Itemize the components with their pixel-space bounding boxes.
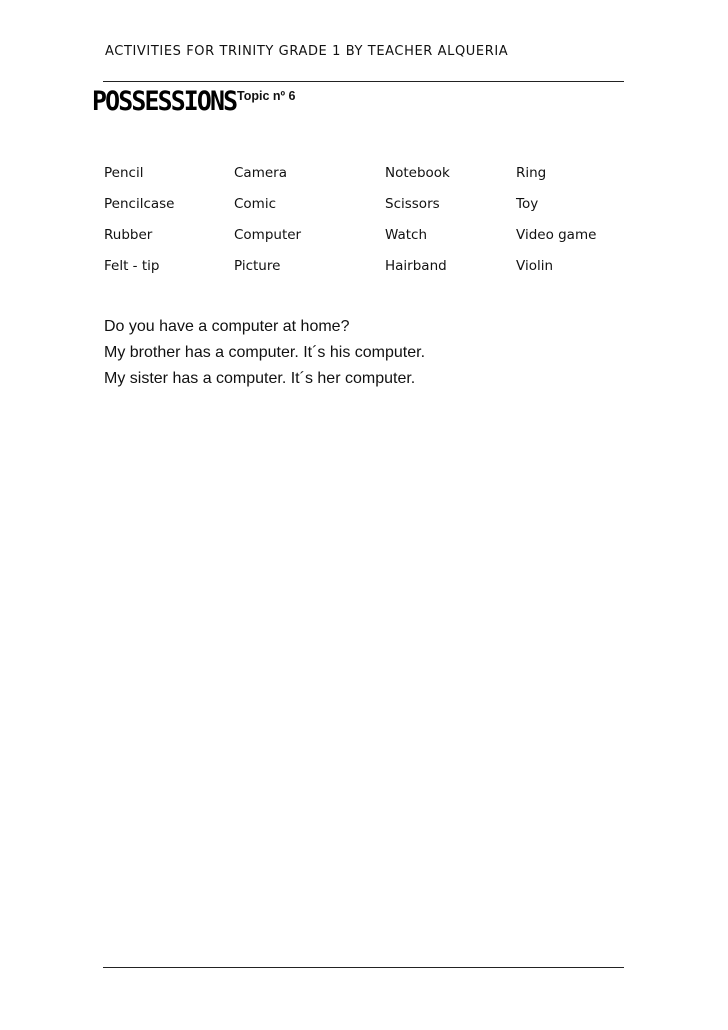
vocabulary-word: Violin xyxy=(516,258,554,274)
vocabulary-word: Ring xyxy=(516,165,547,181)
vocabulary-word: Felt - tip xyxy=(104,258,160,274)
vocabulary-word: Camera xyxy=(234,165,287,181)
header-divider xyxy=(103,81,624,82)
vocabulary-word: Toy xyxy=(516,196,539,212)
vocabulary-word: Hairband xyxy=(385,258,447,274)
page-header: ACTIVITIES FOR TRINITY GRADE 1 BY TEACHER ALQUERIA xyxy=(105,44,509,59)
footer-divider xyxy=(103,967,624,968)
example-sentence: My sister has a computer. It´s her computer. xyxy=(104,370,416,387)
topic-title: POSSESSIONS xyxy=(92,86,237,117)
vocabulary-word: Computer xyxy=(234,227,302,243)
vocabulary-word: Picture xyxy=(234,258,281,274)
vocabulary-word: Video game xyxy=(516,227,597,243)
vocabulary-word: Pencilcase xyxy=(104,196,175,212)
vocabulary-word: Watch xyxy=(385,227,428,243)
topic-number: Topic nº 6 xyxy=(237,89,296,103)
vocabulary-word: Comic xyxy=(234,196,277,212)
vocabulary-word: Rubber xyxy=(104,227,153,243)
vocabulary-word: Pencil xyxy=(104,165,144,181)
example-sentence: Do you have a computer at home? xyxy=(104,318,350,335)
example-sentences xyxy=(104,314,425,392)
vocabulary-word: Scissors xyxy=(385,196,440,212)
vocabulary-word: Notebook xyxy=(385,165,450,181)
example-sentence: My brother has a computer. It´s his computer. xyxy=(104,344,426,361)
